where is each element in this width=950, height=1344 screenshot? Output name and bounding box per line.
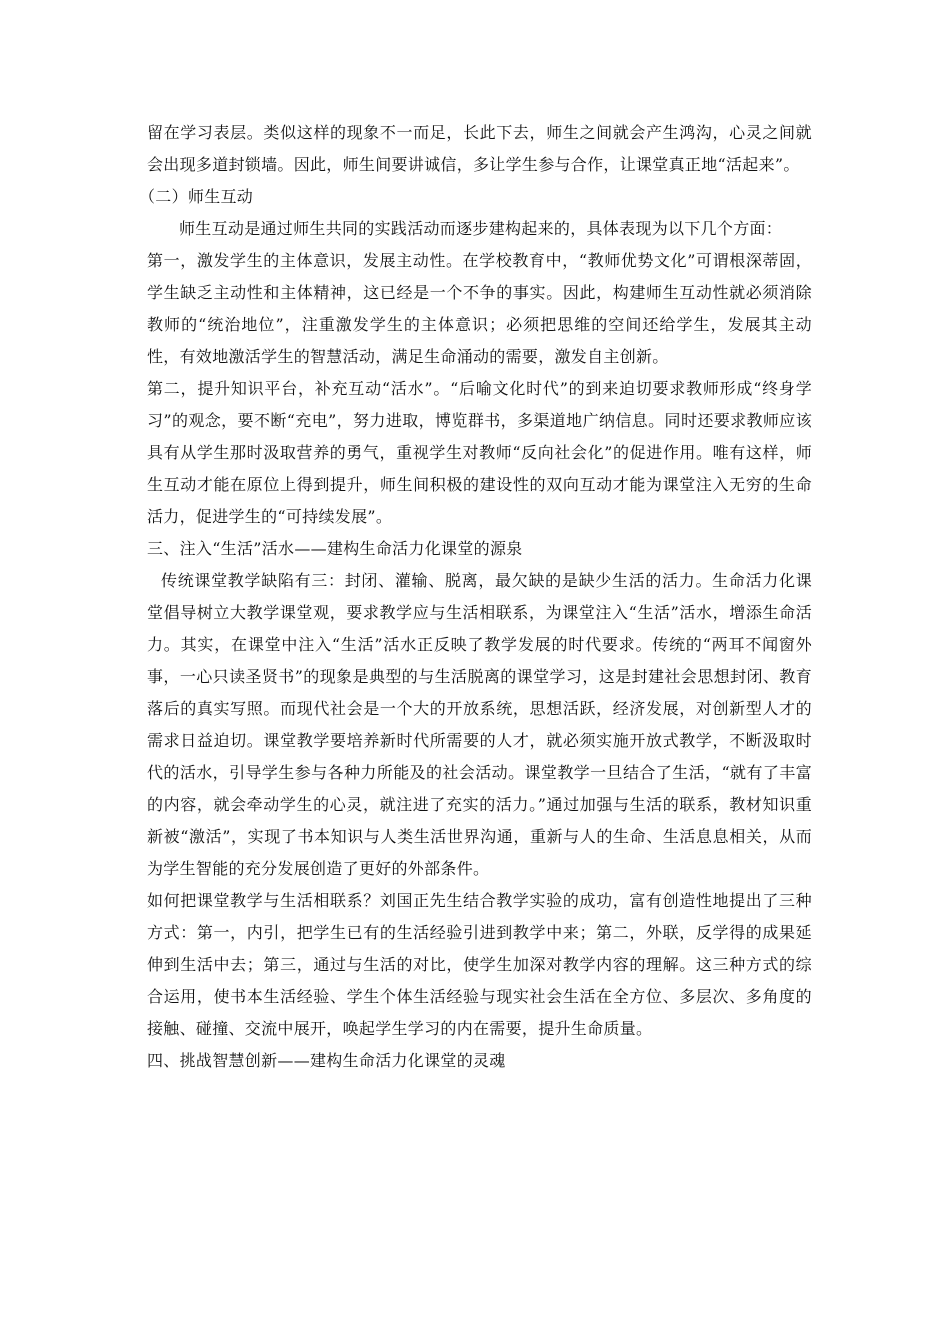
- section-heading: 三、注入“生活”活水——建构生命活力化课堂的源泉: [147, 539, 523, 558]
- paragraph: 第二，提升知识平台，补充互动“活水”。“后喻文化时代”的到来迫切要求教师形成“终身学习”的观念，要不断“充电”，努力进取，博览群书，多渠道地广纳信息。同时还要求教师应该具有从学生那时汲取营养的勇气，重视学生对教师“反向社会化”的促进作用。唯有这样，师生互动才能在原位上得到提升，师生间积极的建设性的双向互动才能为课堂注入无穷的生命活力，促进学生的“可持续发展”。: [147, 379, 812, 526]
- paragraph: 如何把课堂教学与生活相联系？刘国正先生结合教学实验的成功，富有创造性地提出了三种方式：第一，内引，把学生已有的生活经验引进到教学中来；第二，外联，反学得的成果延伸到生活中去；第三，通过与生活的对比，使学生加深对教学内容的理解。这三种方式的综合运用，使书本生活经验、学生个体生活经验与现实社会生活在全方位、多层次、多角度的接触、碰撞、交流中展开，唤起学生学习的内在需要，提升生命质量。: [147, 891, 812, 1038]
- paragraph: 师生互动是通过师生共同的实践活动而逐步建构起来的，具体表现为以下几个方面：: [179, 219, 783, 238]
- paragraph: 留在学习表层。类似这样的现象不一而足，长此下去，师生之间就会产生鸿沟，心灵之间就会出现多道封锁墙。因此，师生间要讲诚信，多让学生参与合作，让课堂真正地“活起来”。: [147, 123, 812, 174]
- paragraph: 第一，激发学生的主体意识，发展主动性。在学校教育中，“教师优势文化”可谓根深蒂固，学生缺乏主动性和主体精神，这已经是一个不争的事实。因此，构建师生互动性就必须消除教师的“统治地位”，注重激发学生的主体意识；必须把思维的空间还给学生，发展其主动性，有效地激活学生的智慧活动，满足生命涌动的需要，激发自主创新。: [147, 251, 812, 366]
- document-body: [139, 117, 812, 1077]
- paragraph: 传统课堂教学缺陷有三：封闭、灌输、脱离，最欠缺的是缺少生活的活力。生命活力化课堂倡导树立大教学课堂观，要求教学应与生活相联系，为课堂注入“生活”活水，增添生命活力。其实，在课堂中注入“生活”活水正反映了教学发展的时代要求。传统的“两耳不闻窗外事，一心只读圣贤书”的现象是典型的与生活脱离的课堂学习，这是封建社会思想封闭、教育落后的真实写照。而现代社会是一个大的开放系统，思想活跃，经济发展，对创新型人才的需求日益迫切。课堂教学要培养新时代所需要的人才，就必须实施开放式教学，不断汲取时代的活水，引导学生参与各种力所能及的社会活动。课堂教学一旦结合了生活，“就有了丰富的内容，就会牵动学生的心灵，就注进了充实的活力。”通过加强与生活的联系，教材知识重新被“激活”，实现了书本知识与人类生活世界沟通，重新与人的生命、生活息息相关，从而为学生智能的充分发展创造了更好的外部条件。: [147, 571, 812, 878]
- section-heading: 四、挑战智慧创新——建构生命活力化课堂的灵魂: [147, 1051, 506, 1070]
- section-subheading: （二）师生互动: [139, 187, 254, 206]
